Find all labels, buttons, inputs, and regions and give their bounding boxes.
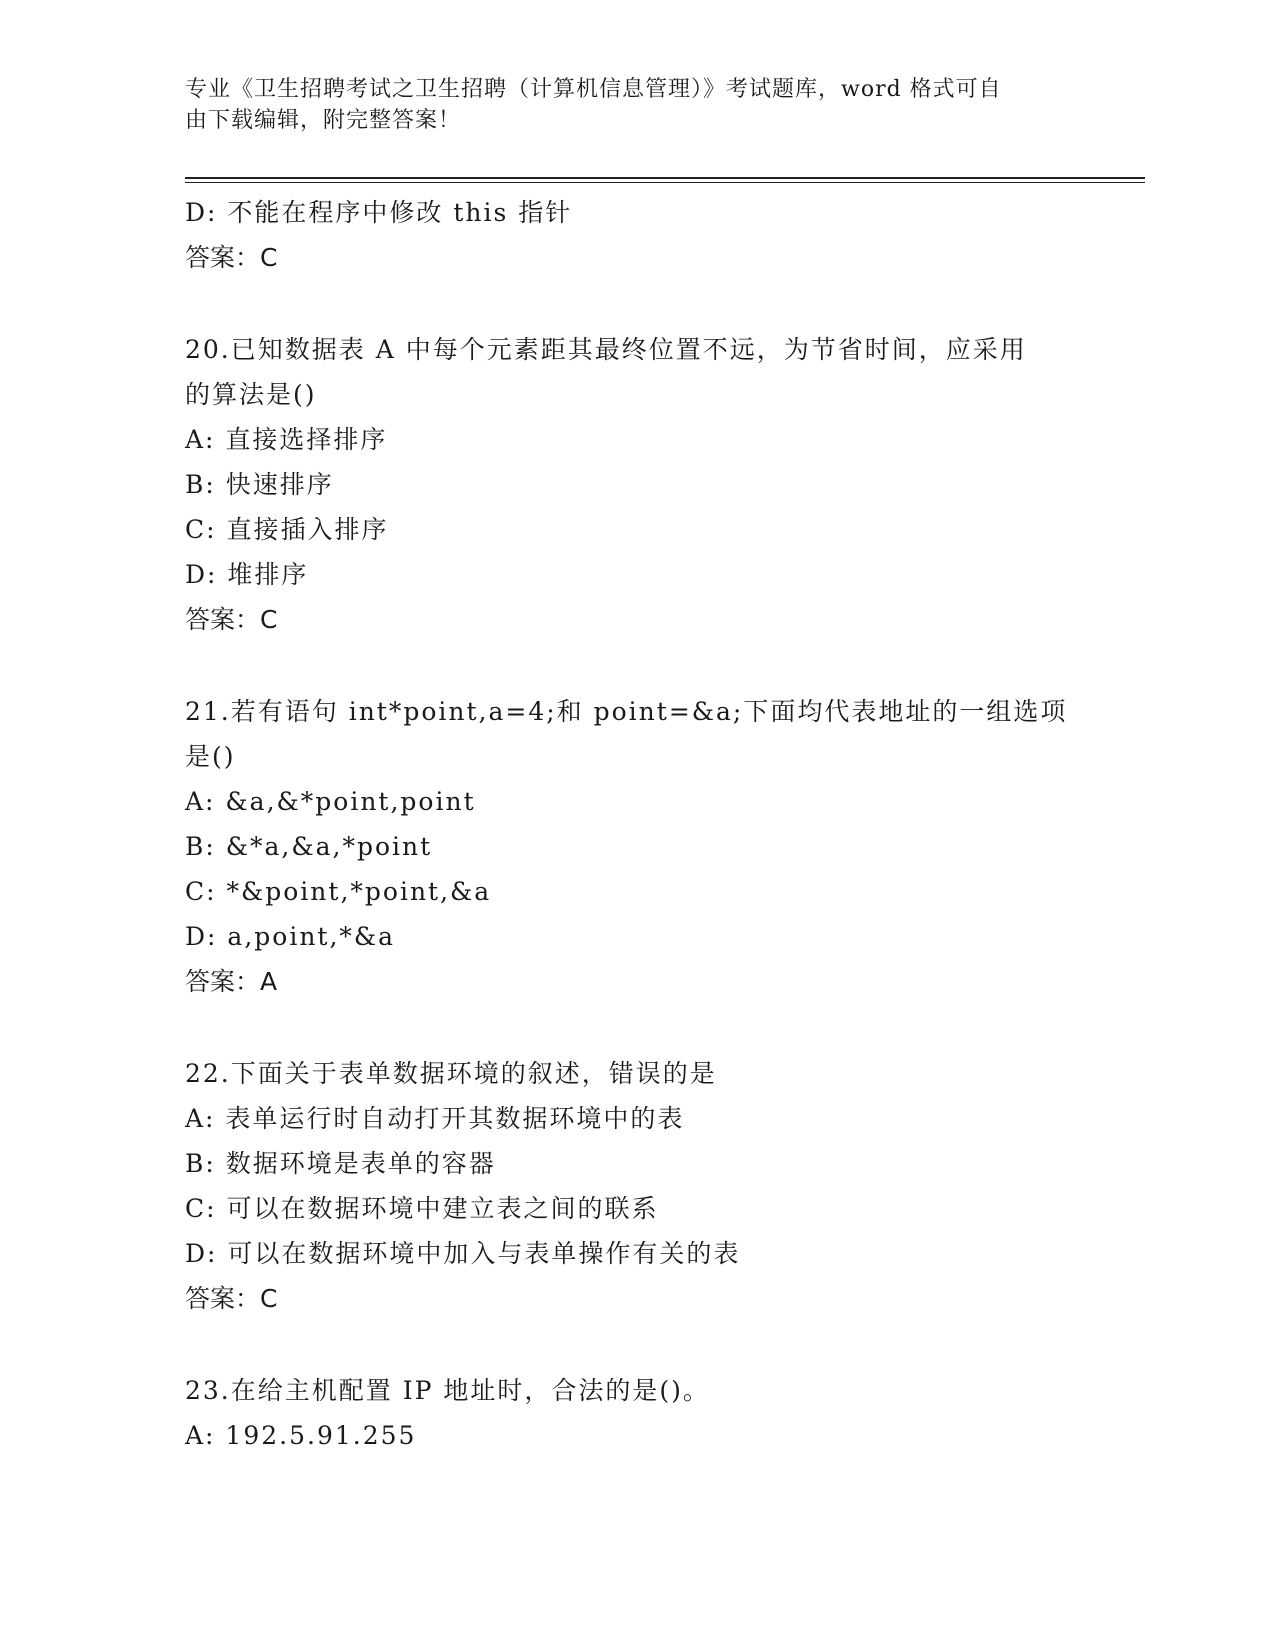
option-a: A: 直接选择排序 bbox=[185, 425, 388, 454]
option-a: A: 192.5.91.255 bbox=[185, 1421, 417, 1450]
answer-line: 答案：A bbox=[185, 967, 278, 996]
question-list bbox=[185, 190, 1085, 1458]
option-d: D: 不能在程序中修改 this 指针 bbox=[185, 198, 573, 227]
option-c: C: 直接插入排序 bbox=[185, 515, 389, 544]
option-c: C: 可以在数据环境中建立表之间的联系 bbox=[185, 1194, 659, 1223]
question-22 bbox=[185, 1051, 1085, 1321]
header-rule-thin bbox=[185, 182, 1145, 183]
question-stem: 21.若有语句 int*point,a=4;和 point=&a;下面均代表地址的一组选项 bbox=[185, 697, 1068, 726]
question-stem-cont: 的算法是() bbox=[185, 380, 317, 409]
header-rule-thick bbox=[185, 177, 1145, 179]
question-stem: 20.已知数据表 A 中每个元素距其最终位置不远，为节省时间，应采用 bbox=[185, 335, 1027, 364]
question-stem: 22.下面关于表单数据环境的叙述，错误的是 bbox=[185, 1059, 717, 1088]
option-a: A: &a,&*point,point bbox=[185, 787, 476, 816]
option-b: B: &*a,&a,*point bbox=[185, 832, 433, 861]
question-20 bbox=[185, 327, 1085, 642]
option-b: B: 数据环境是表单的容器 bbox=[185, 1149, 496, 1178]
option-d: D: 堆排序 bbox=[185, 560, 309, 589]
question-stem: 23.在给主机配置 IP 地址时，合法的是()。 bbox=[185, 1376, 710, 1405]
header-line-1: 专业《卫生招聘考试之卫生招聘（计算机信息管理）》考试题库，word 格式可自 bbox=[185, 77, 1002, 102]
option-d: D: a,point,*&a bbox=[185, 922, 396, 951]
question-23 bbox=[185, 1368, 1085, 1458]
option-b: B: 快速排序 bbox=[185, 470, 334, 499]
answer-line: 答案：C bbox=[185, 1284, 278, 1313]
option-c: C: *&point,*point,&a bbox=[185, 877, 492, 906]
question-stem-cont: 是() bbox=[185, 742, 236, 771]
document-header bbox=[185, 74, 1065, 136]
header-line-2: 由下载编辑，附完整答案！ bbox=[185, 108, 462, 133]
option-d: D: 可以在数据环境中加入与表单操作有关的表 bbox=[185, 1239, 741, 1268]
option-a: A: 表单运行时自动打开其数据环境中的表 bbox=[185, 1104, 685, 1133]
answer-line: 答案：C bbox=[185, 243, 278, 272]
question-21 bbox=[185, 689, 1085, 1004]
answer-line: 答案：C bbox=[185, 605, 278, 634]
